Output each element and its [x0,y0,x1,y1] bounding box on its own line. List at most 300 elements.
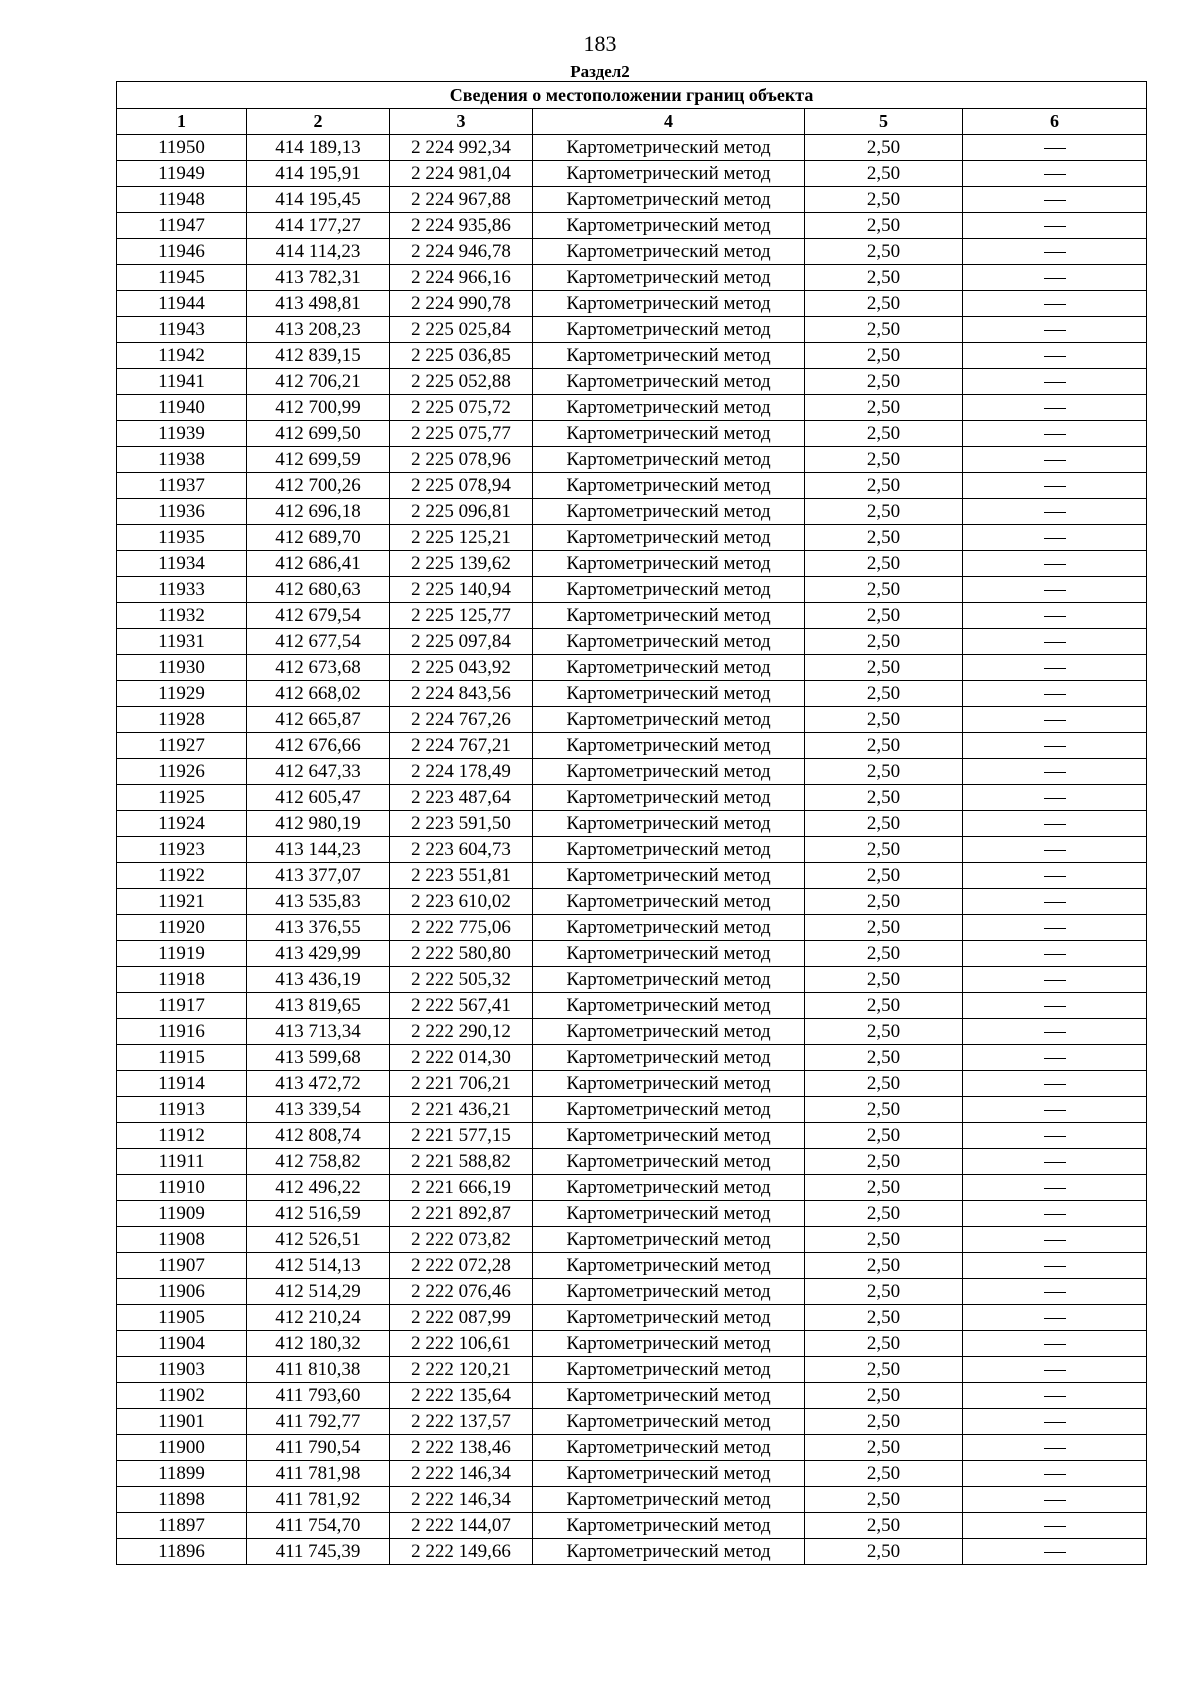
table-row [117,707,1147,733]
x-coordinate-cell: 411 781,98 [247,1461,390,1487]
y-coordinate-cell: 2 225 043,92 [390,655,533,681]
empty-value-dash [1044,538,1066,539]
empty-value-dash [1044,1136,1066,1137]
table-row [117,811,1147,837]
method-cell: Картометрический метод [533,1123,805,1149]
accuracy-cell: 2,50 [805,863,963,889]
x-coordinate-cell: 412 700,99 [247,395,390,421]
description-cell [963,1461,1147,1487]
description-cell [963,447,1147,473]
description-cell [963,473,1147,499]
x-coordinate-cell: 412 679,54 [247,603,390,629]
empty-value-dash [1044,1292,1066,1293]
point-number-cell: 11917 [117,993,247,1019]
accuracy-cell: 2,50 [805,1071,963,1097]
method-cell: Картометрический метод [533,863,805,889]
table-row [117,577,1147,603]
empty-value-dash [1044,382,1066,383]
point-number-cell: 11927 [117,733,247,759]
y-coordinate-cell: 2 223 487,64 [390,785,533,811]
empty-value-dash [1044,1500,1066,1501]
accuracy-cell: 2,50 [805,889,963,915]
table-row [117,759,1147,785]
point-number-cell: 11942 [117,343,247,369]
point-number-cell: 11944 [117,291,247,317]
x-coordinate-cell: 413 819,65 [247,993,390,1019]
description-cell [963,291,1147,317]
point-number-cell: 11932 [117,603,247,629]
accuracy-cell: 2,50 [805,551,963,577]
empty-value-dash [1044,590,1066,591]
table-body [117,135,1147,1565]
empty-value-dash [1044,1474,1066,1475]
point-number-cell: 11948 [117,187,247,213]
description-cell [963,1279,1147,1305]
empty-value-dash [1044,668,1066,669]
y-coordinate-cell: 2 225 025,84 [390,317,533,343]
method-cell: Картометрический метод [533,759,805,785]
empty-value-dash [1044,1188,1066,1189]
y-coordinate-cell: 2 222 137,57 [390,1409,533,1435]
x-coordinate-cell: 414 114,23 [247,239,390,265]
description-cell [963,1357,1147,1383]
accuracy-cell: 2,50 [805,1175,963,1201]
column-number-row [117,109,1147,135]
empty-value-dash [1044,876,1066,877]
y-coordinate-cell: 2 221 892,87 [390,1201,533,1227]
point-number-cell: 11897 [117,1513,247,1539]
method-cell: Картометрический метод [533,889,805,915]
method-cell: Картометрический метод [533,1149,805,1175]
empty-value-dash [1044,1058,1066,1059]
accuracy-cell: 2,50 [805,785,963,811]
x-coordinate-cell: 412 673,68 [247,655,390,681]
y-coordinate-cell: 2 224 767,26 [390,707,533,733]
x-coordinate-cell: 413 782,31 [247,265,390,291]
accuracy-cell: 2,50 [805,317,963,343]
description-cell [963,265,1147,291]
empty-value-dash [1044,408,1066,409]
method-cell: Картометрический метод [533,993,805,1019]
x-coordinate-cell: 414 195,91 [247,161,390,187]
y-coordinate-cell: 2 225 125,77 [390,603,533,629]
x-coordinate-cell: 412 676,66 [247,733,390,759]
table-row [117,1149,1147,1175]
y-coordinate-cell: 2 224 966,16 [390,265,533,291]
point-number-cell: 11904 [117,1331,247,1357]
method-cell: Картометрический метод [533,1071,805,1097]
y-coordinate-cell: 2 224 946,78 [390,239,533,265]
description-cell [963,577,1147,603]
y-coordinate-cell: 2 221 436,21 [390,1097,533,1123]
table-row [117,369,1147,395]
table-row [117,291,1147,317]
method-cell: Картометрический метод [533,811,805,837]
y-coordinate-cell: 2 223 551,81 [390,863,533,889]
x-coordinate-cell: 412 699,59 [247,447,390,473]
y-coordinate-cell: 2 222 135,64 [390,1383,533,1409]
y-coordinate-cell: 2 223 591,50 [390,811,533,837]
point-number-cell: 11937 [117,473,247,499]
method-cell: Картометрический метод [533,239,805,265]
table-row [117,1071,1147,1097]
y-coordinate-cell: 2 224 981,04 [390,161,533,187]
x-coordinate-cell: 413 498,81 [247,291,390,317]
x-coordinate-cell: 412 516,59 [247,1201,390,1227]
table-row [117,1487,1147,1513]
empty-value-dash [1044,486,1066,487]
x-coordinate-cell: 413 339,54 [247,1097,390,1123]
empty-value-dash [1044,902,1066,903]
description-cell [963,161,1147,187]
description-cell [963,1435,1147,1461]
method-cell: Картометрический метод [533,1409,805,1435]
empty-value-dash [1044,1214,1066,1215]
empty-value-dash [1044,772,1066,773]
column-number: 6 [963,109,1147,135]
method-cell: Картометрический метод [533,551,805,577]
point-number-cell: 11941 [117,369,247,395]
x-coordinate-cell: 414 195,45 [247,187,390,213]
x-coordinate-cell: 413 376,55 [247,915,390,941]
section-title: Раздел2 [570,62,630,81]
empty-value-dash [1044,434,1066,435]
method-cell: Картометрический метод [533,655,805,681]
description-cell [963,1071,1147,1097]
y-coordinate-cell: 2 222 775,06 [390,915,533,941]
accuracy-cell: 2,50 [805,265,963,291]
x-coordinate-cell: 413 377,07 [247,863,390,889]
x-coordinate-cell: 411 790,54 [247,1435,390,1461]
method-cell: Картометрический метод [533,525,805,551]
y-coordinate-cell: 2 225 052,88 [390,369,533,395]
x-coordinate-cell: 413 713,34 [247,1019,390,1045]
empty-value-dash [1044,1110,1066,1111]
y-coordinate-cell: 2 222 290,12 [390,1019,533,1045]
point-number-cell: 11936 [117,499,247,525]
point-number-cell: 11899 [117,1461,247,1487]
point-number-cell: 11943 [117,317,247,343]
accuracy-cell: 2,50 [805,473,963,499]
y-coordinate-cell: 2 224 967,88 [390,187,533,213]
table-row [117,655,1147,681]
empty-value-dash [1044,1552,1066,1553]
point-number-cell: 11912 [117,1123,247,1149]
y-coordinate-cell: 2 225 139,62 [390,551,533,577]
method-cell: Картометрический метод [533,343,805,369]
table-row [117,1357,1147,1383]
table-row [117,1019,1147,1045]
y-coordinate-cell: 2 225 075,72 [390,395,533,421]
accuracy-cell: 2,50 [805,213,963,239]
point-number-cell: 11923 [117,837,247,863]
y-coordinate-cell: 2 225 097,84 [390,629,533,655]
table-row [117,343,1147,369]
y-coordinate-cell: 2 222 149,66 [390,1539,533,1565]
empty-value-dash [1044,746,1066,747]
accuracy-cell: 2,50 [805,1487,963,1513]
point-number-cell: 11935 [117,525,247,551]
description-cell [963,1201,1147,1227]
table-row [117,1175,1147,1201]
accuracy-cell: 2,50 [805,941,963,967]
column-number: 5 [805,109,963,135]
description-cell [963,239,1147,265]
method-cell: Картометрический метод [533,421,805,447]
point-number-cell: 11920 [117,915,247,941]
empty-value-dash [1044,356,1066,357]
description-cell [963,1123,1147,1149]
description-cell [963,369,1147,395]
accuracy-cell: 2,50 [805,1123,963,1149]
method-cell: Картометрический метод [533,265,805,291]
description-cell [963,551,1147,577]
point-number-cell: 11934 [117,551,247,577]
empty-value-dash [1044,1318,1066,1319]
y-coordinate-cell: 2 222 146,34 [390,1487,533,1513]
boundary-coordinates-table [116,81,1147,1565]
empty-value-dash [1044,1266,1066,1267]
table-row [117,1123,1147,1149]
description-cell [963,1253,1147,1279]
accuracy-cell: 2,50 [805,1435,963,1461]
method-cell: Картометрический метод [533,1487,805,1513]
x-coordinate-cell: 412 180,32 [247,1331,390,1357]
method-cell: Картометрический метод [533,473,805,499]
point-number-cell: 11918 [117,967,247,993]
x-coordinate-cell: 412 647,33 [247,759,390,785]
method-cell: Картометрический метод [533,1045,805,1071]
accuracy-cell: 2,50 [805,915,963,941]
table-row [117,1435,1147,1461]
column-number: 2 [247,109,390,135]
point-number-cell: 11947 [117,213,247,239]
accuracy-cell: 2,50 [805,603,963,629]
accuracy-cell: 2,50 [805,369,963,395]
point-number-cell: 11931 [117,629,247,655]
method-cell: Картометрический метод [533,1461,805,1487]
accuracy-cell: 2,50 [805,629,963,655]
point-number-cell: 11914 [117,1071,247,1097]
table-row [117,889,1147,915]
empty-value-dash [1044,1396,1066,1397]
method-cell: Картометрический метод [533,577,805,603]
method-cell: Картометрический метод [533,317,805,343]
table-row [117,1461,1147,1487]
accuracy-cell: 2,50 [805,161,963,187]
method-cell: Картометрический метод [533,1331,805,1357]
x-coordinate-cell: 411 810,38 [247,1357,390,1383]
table-row [117,941,1147,967]
point-number-cell: 11911 [117,1149,247,1175]
x-coordinate-cell: 411 793,60 [247,1383,390,1409]
table-row [117,1201,1147,1227]
method-cell: Картометрический метод [533,447,805,473]
table-row [117,993,1147,1019]
point-number-cell: 11915 [117,1045,247,1071]
method-cell: Картометрический метод [533,603,805,629]
accuracy-cell: 2,50 [805,1305,963,1331]
method-cell: Картометрический метод [533,1201,805,1227]
description-cell [963,759,1147,785]
description-cell [963,343,1147,369]
point-number-cell: 11906 [117,1279,247,1305]
point-number-cell: 11919 [117,941,247,967]
description-cell [963,603,1147,629]
x-coordinate-cell: 412 210,24 [247,1305,390,1331]
x-coordinate-cell: 412 686,41 [247,551,390,577]
x-coordinate-cell: 412 696,18 [247,499,390,525]
table-caption-row [117,82,1147,109]
column-number: 4 [533,109,805,135]
point-number-cell: 11921 [117,889,247,915]
method-cell: Картометрический метод [533,707,805,733]
description-cell [963,421,1147,447]
y-coordinate-cell: 2 224 843,56 [390,681,533,707]
description-cell [963,915,1147,941]
empty-value-dash [1044,824,1066,825]
description-cell [963,993,1147,1019]
y-coordinate-cell: 2 221 588,82 [390,1149,533,1175]
point-number-cell: 11908 [117,1227,247,1253]
x-coordinate-cell: 412 980,19 [247,811,390,837]
description-cell [963,1149,1147,1175]
empty-value-dash [1044,616,1066,617]
table-row [117,525,1147,551]
point-number-cell: 11922 [117,863,247,889]
description-cell [963,967,1147,993]
y-coordinate-cell: 2 224 935,86 [390,213,533,239]
description-cell [963,1175,1147,1201]
method-cell: Картометрический метод [533,1357,805,1383]
y-coordinate-cell: 2 222 106,61 [390,1331,533,1357]
table-row [117,421,1147,447]
x-coordinate-cell: 412 706,21 [247,369,390,395]
empty-value-dash [1044,1162,1066,1163]
method-cell: Картометрический метод [533,135,805,161]
empty-value-dash [1044,330,1066,331]
point-number-cell: 11930 [117,655,247,681]
y-coordinate-cell: 2 222 144,07 [390,1513,533,1539]
point-number-cell: 11902 [117,1383,247,1409]
accuracy-cell: 2,50 [805,1019,963,1045]
x-coordinate-cell: 413 472,72 [247,1071,390,1097]
empty-value-dash [1044,1084,1066,1085]
y-coordinate-cell: 2 221 706,21 [390,1071,533,1097]
accuracy-cell: 2,50 [805,967,963,993]
table-row [117,1253,1147,1279]
empty-value-dash [1044,200,1066,201]
table-row [117,1097,1147,1123]
point-number-cell: 11913 [117,1097,247,1123]
description-cell [963,1539,1147,1565]
x-coordinate-cell: 412 514,13 [247,1253,390,1279]
description-cell [963,135,1147,161]
point-number-cell: 11905 [117,1305,247,1331]
table-row [117,135,1147,161]
x-coordinate-cell: 414 177,27 [247,213,390,239]
accuracy-cell: 2,50 [805,1383,963,1409]
x-coordinate-cell: 414 189,13 [247,135,390,161]
accuracy-cell: 2,50 [805,993,963,1019]
empty-value-dash [1044,1526,1066,1527]
accuracy-cell: 2,50 [805,421,963,447]
point-number-cell: 11928 [117,707,247,733]
description-cell [963,187,1147,213]
empty-value-dash [1044,642,1066,643]
method-cell: Картометрический метод [533,291,805,317]
y-coordinate-cell: 2 222 014,30 [390,1045,533,1071]
x-coordinate-cell: 411 754,70 [247,1513,390,1539]
description-cell [963,733,1147,759]
table-row [117,915,1147,941]
description-cell [963,629,1147,655]
accuracy-cell: 2,50 [805,447,963,473]
table-row [117,1409,1147,1435]
y-coordinate-cell: 2 225 075,77 [390,421,533,447]
empty-value-dash [1044,226,1066,227]
accuracy-cell: 2,50 [805,837,963,863]
x-coordinate-cell: 412 514,29 [247,1279,390,1305]
table-row [117,733,1147,759]
empty-value-dash [1044,1344,1066,1345]
y-coordinate-cell: 2 222 120,21 [390,1357,533,1383]
accuracy-cell: 2,50 [805,1097,963,1123]
y-coordinate-cell: 2 225 036,85 [390,343,533,369]
method-cell: Картометрический метод [533,1019,805,1045]
empty-value-dash [1044,694,1066,695]
method-cell: Картометрический метод [533,213,805,239]
method-cell: Картометрический метод [533,1513,805,1539]
point-number-cell: 11903 [117,1357,247,1383]
accuracy-cell: 2,50 [805,291,963,317]
table-row [117,473,1147,499]
y-coordinate-cell: 2 222 567,41 [390,993,533,1019]
x-coordinate-cell: 411 781,92 [247,1487,390,1513]
y-coordinate-cell: 2 222 138,46 [390,1435,533,1461]
page-number: 183 [583,31,617,56]
x-coordinate-cell: 413 599,68 [247,1045,390,1071]
accuracy-cell: 2,50 [805,1539,963,1565]
table-row [117,785,1147,811]
x-coordinate-cell: 412 668,02 [247,681,390,707]
accuracy-cell: 2,50 [805,343,963,369]
point-number-cell: 11939 [117,421,247,447]
y-coordinate-cell: 2 224 992,34 [390,135,533,161]
x-coordinate-cell: 412 665,87 [247,707,390,733]
point-number-cell: 11940 [117,395,247,421]
method-cell: Картометрический метод [533,1175,805,1201]
method-cell: Картометрический метод [533,1279,805,1305]
description-cell [963,863,1147,889]
accuracy-cell: 2,50 [805,759,963,785]
description-cell [963,499,1147,525]
table-row [117,603,1147,629]
table-row [117,499,1147,525]
point-number-cell: 11910 [117,1175,247,1201]
table-row [117,551,1147,577]
x-coordinate-cell: 411 745,39 [247,1539,390,1565]
x-coordinate-cell: 413 208,23 [247,317,390,343]
description-cell [963,1019,1147,1045]
x-coordinate-cell: 412 677,54 [247,629,390,655]
accuracy-cell: 2,50 [805,707,963,733]
point-number-cell: 11945 [117,265,247,291]
description-cell [963,525,1147,551]
description-cell [963,1097,1147,1123]
point-number-cell: 11901 [117,1409,247,1435]
empty-value-dash [1044,1422,1066,1423]
